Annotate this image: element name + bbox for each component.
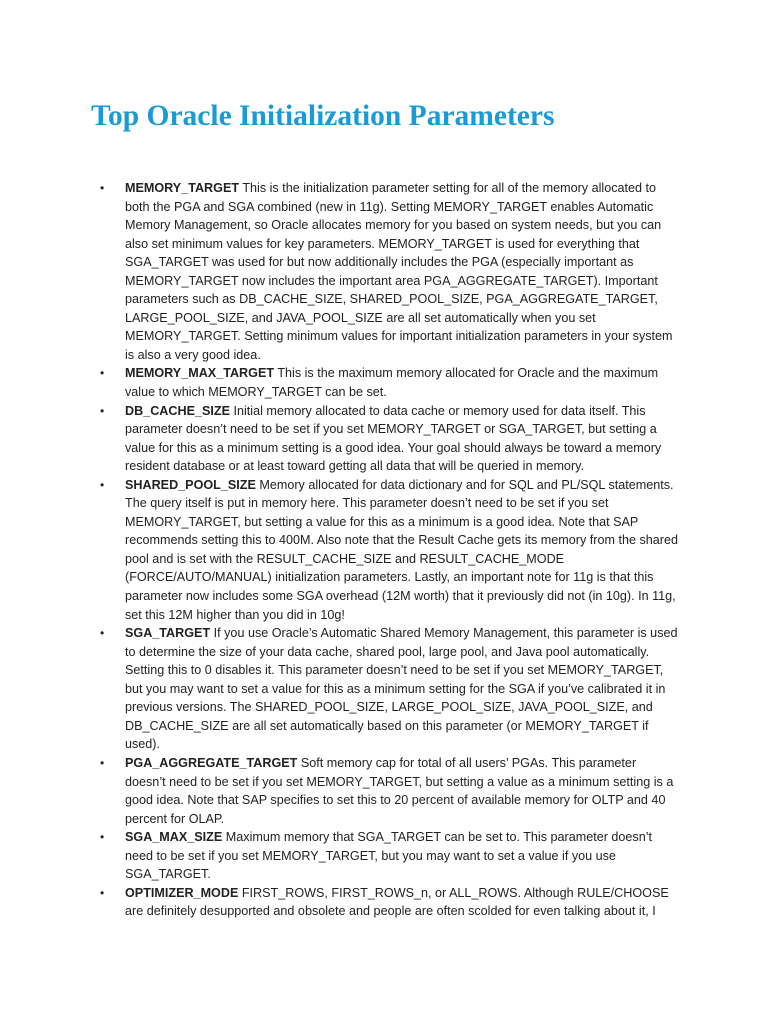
bullet-icon: • <box>100 885 105 900</box>
bullet-icon: • <box>100 626 105 641</box>
bullet-icon: • <box>100 181 105 195</box>
bullet-icon: • <box>100 403 105 418</box>
parameter-term: SGA_MAX_SIZE <box>125 830 223 845</box>
list-item-memory-target <box>0 179 679 364</box>
parameter-list <box>0 179 768 921</box>
list-item-optimizer-mode <box>0 884 679 921</box>
parameter-description: This is the initialization parameter setting for all of the memory allocated to both the PGA and SGA combined (new in 11g). Setting MEMORY_TARGET enables Automatic Memory Management, so Oracle allocates memory for you based on system needs, but you can also set minimum values for key parameters. MEMORY_TARGET is used for everything that SGA_TARGET was used for but now additionally includes the PGA (especially important as MEMORY_TARGET now includes the important area PGA_AGGREGATE_TARGET). Important parameters such as DB_CACHE_SIZE, SHARED_POOL_SIZE, PGA_AGGREGATE_TARGET, LARGE_POOL_SIZE, and JAVA_POOL_SIZE are all set automatically when you set MEMORY_TARGET. Setting minimum values for important initialization parameters in your system is also a very good idea. <box>125 181 673 362</box>
parameter-description: Maximum memory that SGA_TARGET can be set to. This parameter doesn’t need to be set if you set MEMORY_TARGET, but you may want to set a value if you use SGA_TARGET. <box>125 830 653 882</box>
parameter-description: Memory allocated for data dictionary and for SQL and PL/SQL statements. The query itself is put in memory here. This parameter doesn’t need to be set if you set MEMORY_TARGET, but setting a value for this as a minimum is a good idea. Note that SAP recommends setting this to 400M. Also note that the Result Cache gets its memory from the shared pool and is set with the RESULT_CACHE_SIZE and RESULT_CACHE_MODE (FORCE/AUTO/MANUAL) initialization parameters. Lastly, an important note for 11g is that this parameter now includes some SGA overhead (12M worth) that it previously did not (in 10g). In 11g, set this 12M higher than you did in 10g! <box>125 477 678 622</box>
bullet-icon: • <box>100 830 105 845</box>
list-item-db-cache-size <box>0 402 679 476</box>
parameter-term: SHARED_POOL_SIZE <box>125 477 256 492</box>
list-item-pga-aggregate-target <box>0 754 679 828</box>
page-title: Top Oracle Initialization Parameters <box>91 100 555 132</box>
bullet-icon: • <box>100 477 105 492</box>
list-item-sga-max-size <box>0 828 679 884</box>
parameter-term: OPTIMIZER_MODE <box>125 885 239 900</box>
list-item-memory-max-target <box>0 364 679 401</box>
bullet-icon: • <box>100 366 105 381</box>
parameter-term: DB_CACHE_SIZE <box>125 403 230 418</box>
list-item-shared-pool-size <box>0 476 679 624</box>
parameter-description: Soft memory cap for total of all users’ PGAs. This parameter doesn’t need to be set if you set MEMORY_TARGET, but setting a value as a minimum setting is a good idea. Note that SAP specifies to set this to 20 percent of available memory for OLTP and 40 percent for OLAP. <box>125 755 674 826</box>
parameter-term: SGA_TARGET <box>125 626 211 641</box>
parameter-term: MEMORY_TARGET <box>125 181 240 195</box>
parameter-description: If you use Oracle’s Automatic Shared Memory Management, this parameter is used to determine the size of your data cache, shared pool, large pool, and Java pool automatically. Setting this to 0 disables it. This parameter doesn’t need to be set if you set MEMORY_TARGET, but you may want to set a value for this as a minimum setting for the SGA if you’ve calibrated it in previous versions. The SHARED_POOL_SIZE, LARGE_POOL_SIZE, JAVA_POOL_SIZE, and DB_CACHE_SIZE are all set automatically based on this parameter (or MEMORY_TARGET if used). <box>125 626 678 752</box>
list-item-sga-target <box>0 624 679 754</box>
parameter-term: PGA_AGGREGATE_TARGET <box>125 755 298 770</box>
parameter-description: Initial memory allocated to data cache or memory used for data itself. This parameter doesn’t need to be set if you set MEMORY_TARGET or SGA_TARGET, but setting a value for this as a minimum setting is a good idea. Your goal should always be toward a memory resident database or at least toward getting all data that will be queried in memory. <box>125 403 662 474</box>
bullet-icon: • <box>100 755 105 770</box>
parameter-term: MEMORY_MAX_TARGET <box>125 366 275 381</box>
parameter-description: This is the maximum memory allocated for Oracle and the maximum value to which MEMORY_TARGET can be set. <box>125 366 659 400</box>
parameter-description: FIRST_ROWS, FIRST_ROWS_n, or ALL_ROWS. Although RULE/CHOOSE are definitely desupported and obsolete and people are often scolded for even talking about it, I <box>125 885 669 919</box>
